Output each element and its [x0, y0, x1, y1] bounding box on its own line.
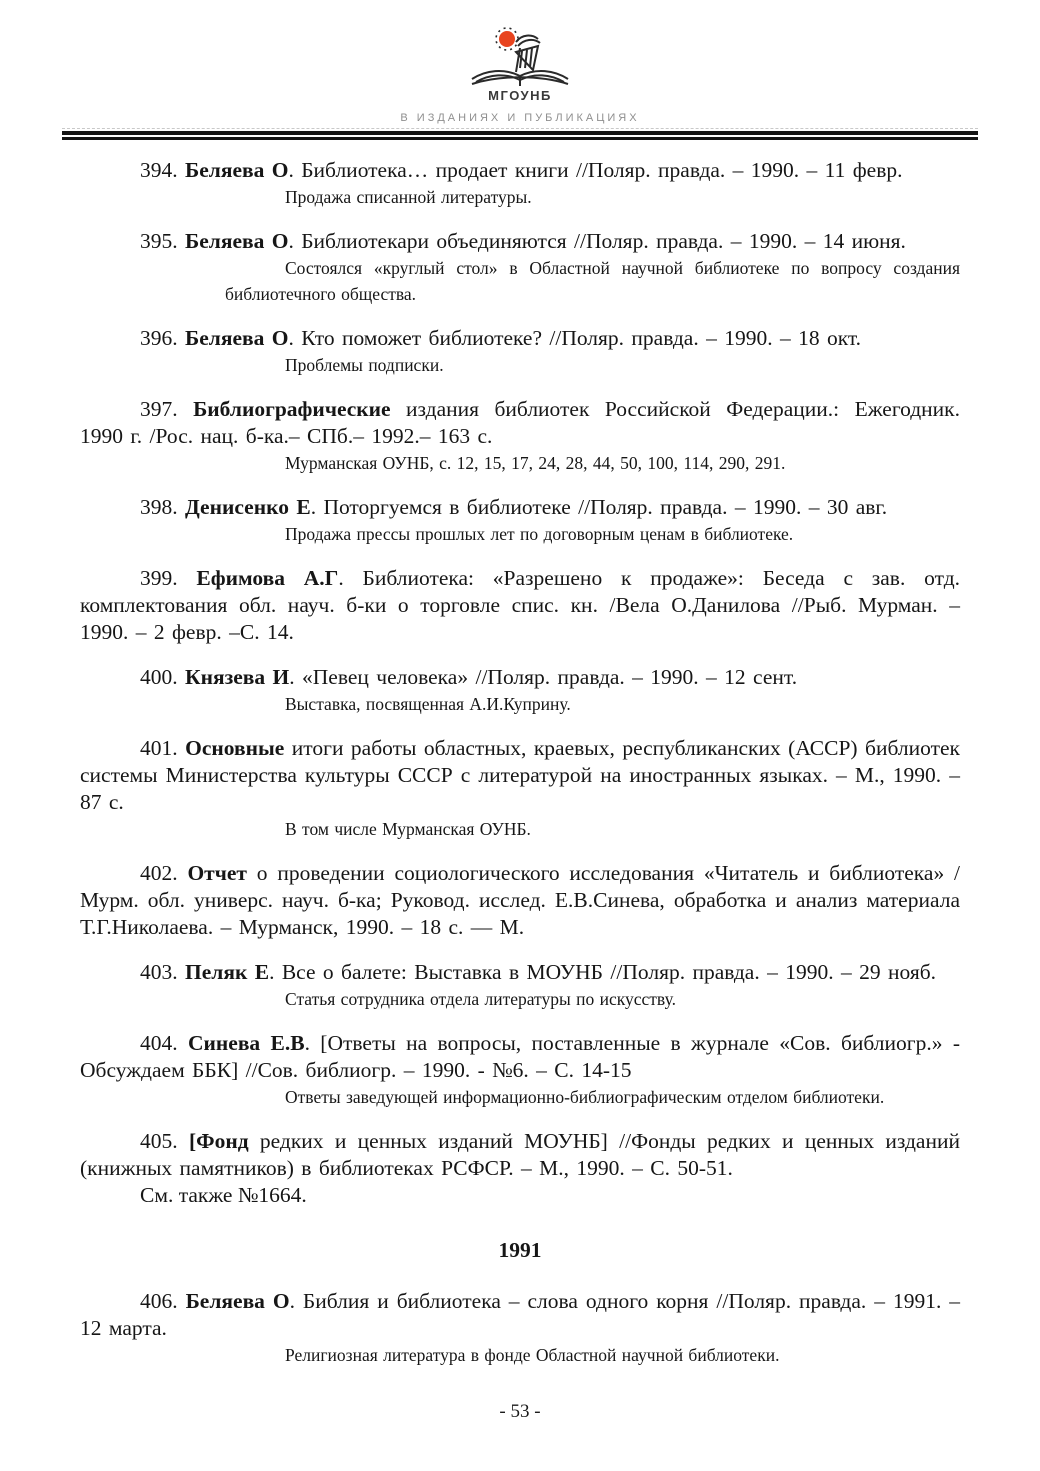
bib-entry — [80, 565, 960, 646]
entry-body: редких и ценных изданий МОУНБ] //Фонды редких и ценных изданий (книжных памятников) в библиотеках РСФСР. – М., 1990. – С. 50-51. — [80, 1129, 960, 1181]
entry-annotation: Ответы заведующей информационно-библиографическим отделом библиотеки. — [285, 1087, 885, 1108]
entry-citation — [80, 228, 960, 255]
entry-citation — [80, 494, 960, 521]
entry-annotation: Мурманская ОУНБ, с. 12, 15, 17, 24, 28, 44, 50, 100, 114, 290, 291. — [285, 453, 786, 474]
entry-citation — [80, 565, 960, 646]
entry-body: . Библиотекари объединяются //Поляр. правда. – 1990. – 14 июня. — [288, 229, 906, 254]
entry-number: 402. — [140, 861, 188, 886]
entry-author: Пеляк Е — [185, 960, 270, 985]
entry-citation — [80, 664, 960, 691]
page-header — [0, 0, 1040, 140]
entry-annotation: Состоялся «круглый стол» в Областной научной библиотеке по вопросу создания библиотечного общества. — [225, 258, 960, 305]
entry-number: 404. — [140, 1031, 188, 1056]
entry-citation — [80, 1128, 960, 1182]
entry-number: 405. — [140, 1129, 189, 1154]
bib-entry — [80, 860, 960, 941]
entry-author: Беляева О — [185, 158, 289, 183]
entry-author: Библиографические — [193, 397, 391, 422]
entry-citation — [80, 325, 960, 352]
entry-body: . Библия и библиотека – слова одного корня //Поляр. правда. – 1991. – 12 марта. — [80, 1289, 961, 1341]
bib-entry — [80, 664, 960, 717]
entry-body: . «Певец человека» //Поляр. правда. – 1990. – 12 сент. — [289, 665, 798, 690]
entry-number: 394. — [140, 158, 185, 183]
entry-annotation: Религиозная литература в фонде Областной научной библиотеки. — [285, 1345, 780, 1366]
entry-number: 397. — [140, 397, 194, 422]
entry-body: о проведении социологического исследования «Читатель и библиотека» /Мурм. обл. универс. науч. б-ка; Руковод. исслед. Е.В.Синева, обработка и анализ материала Т.Г.Николаева. – Мурманск, 1990. – 18 с. — М. — [80, 861, 961, 940]
bib-entry — [80, 1128, 960, 1209]
entry-annotation: Статья сотрудника отдела литературы по искусству. — [285, 989, 676, 1010]
year-heading: 1991 — [498, 1238, 542, 1263]
entry-author: [Фонд — [188, 1129, 249, 1154]
entry-number: 398. — [140, 495, 185, 520]
entry-author: Беляева О — [185, 229, 289, 254]
entry-citation — [80, 1030, 960, 1084]
entry-body: . Все о балете: Выставка в МОУНБ //Поляр. правда. – 1990. – 29 нояб. — [269, 960, 937, 985]
open-book-icon — [472, 71, 568, 86]
bib-entry — [80, 1288, 960, 1368]
entry-body: . Библиотека: «Разрешено к продаже»: Беседа с зав. отд. комплектования обл. науч. б-ки о торговле спис. кн. /Вела О.Данилова //Рыб. Мурман. – 1990. – 2 февр. –С. 14. — [80, 566, 961, 645]
entry-annotation: Продажа прессы прошлых лет по договорным ценам в библиотеке. — [285, 524, 794, 545]
bib-entry — [80, 157, 960, 210]
entry-body: . Кто поможет библиотеке? //Поляр. правда. – 1990. – 18 окт. — [288, 326, 862, 351]
bib-entry — [80, 228, 960, 307]
entry-author: Синева Е.В — [187, 1031, 305, 1056]
entry-number: 401. — [140, 736, 186, 761]
entry-citation — [80, 157, 960, 184]
entry-author: Отчет — [187, 861, 247, 886]
entry-author: Ефимова А.Г — [196, 566, 339, 591]
bib-entry — [80, 494, 960, 547]
header-caption: В ИЗДАНИЯХ И ПУБЛИКАЦИЯХ — [400, 112, 640, 124]
entry-annotation: В том числе Мурманская ОУНБ. — [285, 819, 531, 840]
entry-body: издания библиотек Российской Федерации.: Ежегодник. 1990 г. /Рос. нац. б-ка.– СПб.– 1992.– 163 с. — [80, 397, 960, 449]
entry-annotation: Выставка, посвященная А.И.Куприну. — [285, 694, 571, 715]
bib-entry — [80, 959, 960, 1012]
entry-number: 396. — [140, 326, 185, 351]
entry-number: 400. — [140, 665, 185, 690]
sun-icon — [499, 31, 515, 47]
caption-dashed-rule — [62, 128, 978, 129]
entry-body: . Библиотека… продает книги //Поляр. правда. – 1990. – 11 февр. — [288, 158, 903, 183]
entry-author: Беляева О — [185, 1289, 290, 1314]
entry-annotation: Продажа списанной литературы. — [285, 187, 532, 208]
header-double-rule — [62, 131, 978, 140]
library-logo-icon — [460, 26, 580, 88]
entry-author: Беляева О — [185, 326, 289, 351]
entry-citation — [80, 1288, 960, 1342]
logo-text: МГОУНБ — [488, 88, 552, 103]
entry-number: 399. — [140, 566, 197, 591]
entry-number: 403. — [140, 960, 185, 985]
entry-annotation: Проблемы подписки. — [285, 355, 444, 376]
entry-citation — [80, 396, 960, 450]
entry-citation — [80, 860, 960, 941]
entry-author: Князева И — [185, 665, 290, 690]
entry-body: . [Ответы на вопросы, поставленные в журнале «Сов. библиогр.» - Обсуждаем ББК] //Сов. библиогр. – 1990. - №6. – С. 14-15 — [80, 1031, 960, 1083]
reindeer-icon — [516, 36, 540, 72]
entry-body: итоги работы областных, краевых, республиканских (АССР) библиотек системы Министерства культуры СССР с литературой на иностранных языках. – М., 1990. – 87 с. — [80, 736, 960, 815]
bib-entry — [80, 325, 960, 378]
bib-entry — [80, 735, 960, 842]
page-number: - 53 - — [499, 1401, 541, 1422]
entry-body: . Поторгуемся в библиотеке //Поляр. правда. – 1990. – 30 авг. — [310, 495, 888, 520]
entry-see-also: См. также №1664. — [140, 1183, 307, 1208]
entry-number: 395. — [140, 229, 185, 254]
entry-citation — [80, 959, 960, 986]
library-logo — [460, 26, 580, 103]
entry-author: Основные — [185, 736, 285, 761]
entry-citation — [80, 735, 960, 816]
bibliography-list — [80, 157, 960, 1368]
entry-number: 406. — [140, 1289, 186, 1314]
entry-author: Денисенко Е — [185, 495, 311, 520]
bib-entry — [80, 1030, 960, 1110]
bib-entry — [80, 396, 960, 476]
